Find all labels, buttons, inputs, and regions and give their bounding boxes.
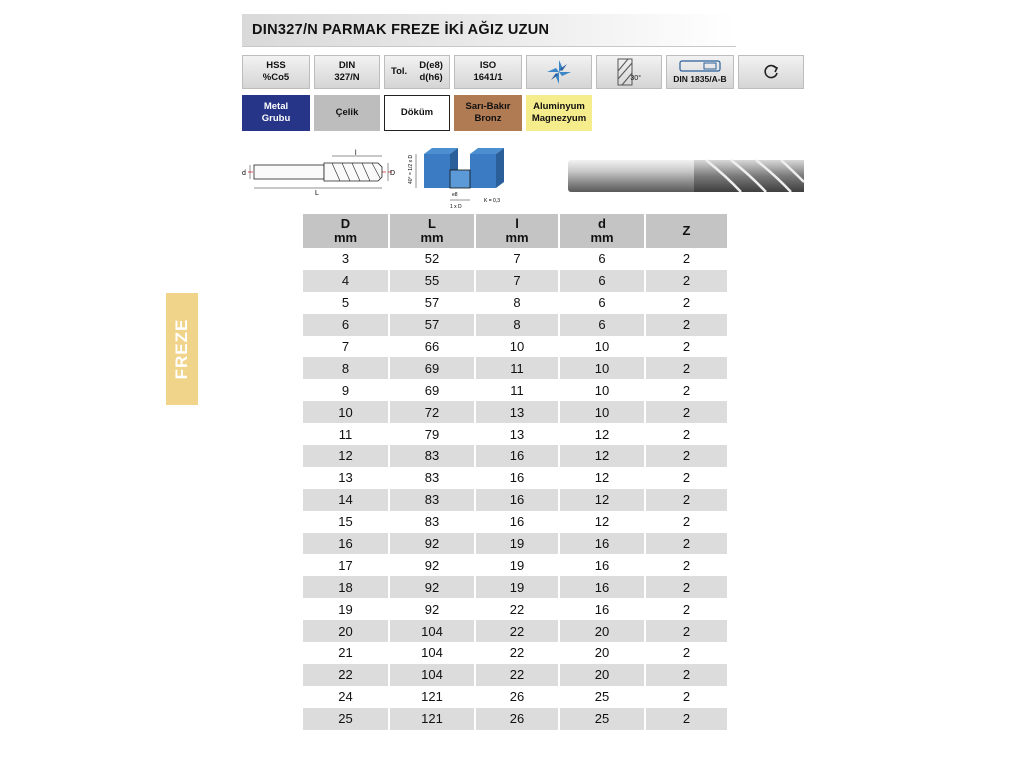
column-header-symbol: l [515, 216, 519, 231]
table-cell: 83 [389, 467, 475, 489]
table-cell: 22 [303, 664, 389, 686]
table-cell: 10 [559, 357, 645, 379]
table-cell: 83 [389, 445, 475, 467]
table-row [303, 401, 727, 423]
table-cell: 2 [645, 248, 727, 270]
table-cell: 13 [475, 423, 559, 445]
table-cell: 6 [559, 270, 645, 292]
table-cell: 16 [475, 467, 559, 489]
column-header [475, 214, 559, 248]
table-cell: 2 [645, 533, 727, 555]
table-cell: 92 [389, 533, 475, 555]
material-metal-group [242, 95, 310, 131]
spec-iso-line1: ISO [479, 60, 497, 71]
shank-icon [678, 59, 722, 73]
spec-material [242, 55, 310, 89]
table-cell: 2 [645, 598, 727, 620]
table-cell: 12 [559, 445, 645, 467]
spec-material-line2: %Co5 [262, 72, 290, 83]
column-header-symbol: D [340, 216, 351, 231]
table-cell: 16 [559, 598, 645, 620]
spec-standard-line1: DIN [338, 60, 356, 71]
table-cell: 16 [475, 489, 559, 511]
table-cell: 12 [559, 511, 645, 533]
table-cell: 2 [645, 379, 727, 401]
table-cell: 10 [559, 401, 645, 423]
material-label: Aluminyum [533, 101, 585, 112]
slot-label-e8: e8 [452, 192, 458, 198]
table-cell: 57 [389, 292, 475, 314]
spec-standard [314, 55, 380, 89]
table-cell: 24 [303, 686, 389, 708]
material-label: Grubu [261, 113, 291, 124]
table-row [303, 270, 727, 292]
table-cell: 10 [559, 336, 645, 358]
table-cell: 14 [303, 489, 389, 511]
table-cell: 4 [303, 270, 389, 292]
table-cell: 20 [559, 642, 645, 664]
table-row [303, 664, 727, 686]
table-cell: 104 [389, 642, 475, 664]
table-row [303, 511, 727, 533]
table-cell: 52 [389, 248, 475, 270]
table-row [303, 620, 727, 642]
table-cell: 12 [559, 489, 645, 511]
table-cell: 11 [303, 423, 389, 445]
table-cell: 10 [559, 379, 645, 401]
helix-angle-icon [596, 55, 662, 89]
table-row [303, 554, 727, 576]
table-row [303, 576, 727, 598]
table-row [303, 708, 727, 730]
table-cell: 22 [475, 598, 559, 620]
table-cell: 11 [475, 357, 559, 379]
table-cell: 16 [475, 511, 559, 533]
table-cell: 83 [389, 511, 475, 533]
column-header [389, 214, 475, 248]
table-row [303, 598, 727, 620]
table-row [303, 642, 727, 664]
table-row [303, 379, 727, 401]
dim-label-D: D [390, 170, 396, 177]
column-header [559, 214, 645, 248]
table-row [303, 336, 727, 358]
table-cell: 2 [645, 467, 727, 489]
table-cell: 5 [303, 292, 389, 314]
table-cell: 2 [645, 270, 727, 292]
table-cell: 13 [303, 467, 389, 489]
column-header-symbol: Z [682, 223, 691, 238]
table-cell: 79 [389, 423, 475, 445]
table-cell: 10 [475, 336, 559, 358]
table-cell: 69 [389, 357, 475, 379]
dim-label-d: d [242, 170, 246, 177]
table-cell: 20 [303, 620, 389, 642]
spec-tolerance-line2: d(h6) [419, 72, 443, 83]
table-cell: 57 [389, 314, 475, 336]
table-cell: 6 [559, 248, 645, 270]
table-cell: 19 [475, 533, 559, 555]
table-cell: 72 [389, 401, 475, 423]
spec-tolerance [384, 55, 450, 89]
table-cell: 16 [559, 533, 645, 555]
material-label: Çelik [335, 107, 359, 118]
material-label: Metal [263, 101, 289, 112]
table-cell: 8 [475, 314, 559, 336]
column-header-symbol: d [598, 216, 606, 231]
spec-tolerance-label: Tol. [391, 66, 408, 77]
table-cell: 121 [389, 708, 475, 730]
table-cell: 7 [475, 248, 559, 270]
table-cell: 92 [389, 554, 475, 576]
column-header-unit: mm [333, 230, 358, 245]
table-cell: 2 [645, 576, 727, 598]
table-cell: 16 [475, 445, 559, 467]
table-cell: 13 [475, 401, 559, 423]
table-cell: 92 [389, 576, 475, 598]
table-cell: 2 [645, 554, 727, 576]
material-label: Bronz [474, 113, 502, 124]
table-body [303, 248, 727, 730]
material-label: Döküm [400, 107, 434, 118]
table-cell: 8 [475, 292, 559, 314]
table-cell: 6 [559, 292, 645, 314]
table-cell: 19 [475, 554, 559, 576]
title-bar [242, 14, 736, 47]
table-cell: 92 [389, 598, 475, 620]
table-cell: 20 [559, 664, 645, 686]
table-row [303, 423, 727, 445]
table-cell: 9 [303, 379, 389, 401]
table-cell: 55 [389, 270, 475, 292]
table-cell: 12 [559, 423, 645, 445]
table-cell: 2 [645, 401, 727, 423]
material-brass-bronze [454, 95, 522, 131]
table-cell: 12 [303, 445, 389, 467]
table-row [303, 686, 727, 708]
column-header [303, 214, 389, 248]
table-cell: 25 [303, 708, 389, 730]
table-cell: 20 [559, 620, 645, 642]
table-cell: 83 [389, 489, 475, 511]
table-header-row [303, 214, 727, 248]
table-cell: 12 [559, 467, 645, 489]
table-row [303, 314, 727, 336]
table-cell: 3 [303, 248, 389, 270]
rotation-icon [738, 55, 804, 89]
table-cell: 7 [303, 336, 389, 358]
table-cell: 2 [645, 620, 727, 642]
table-cell: 2 [645, 511, 727, 533]
table-cell: 11 [475, 379, 559, 401]
table-cell: 26 [475, 686, 559, 708]
table-cell: 2 [645, 314, 727, 336]
table-cell: 8 [303, 357, 389, 379]
table-cell: 16 [303, 533, 389, 555]
table-cell: 22 [475, 642, 559, 664]
column-header-unit: mm [420, 230, 444, 245]
table-cell: 25 [559, 708, 645, 730]
spec-tolerance-line1: D(e8) [419, 60, 443, 71]
spec-iso [454, 55, 522, 89]
table-cell: 2 [645, 489, 727, 511]
table-row [303, 533, 727, 555]
shank-standard: DIN 1835/A-B [673, 74, 727, 84]
table-cell: 66 [389, 336, 475, 358]
tool-dimension-diagram [240, 148, 400, 196]
table-row [303, 467, 727, 489]
table-cell: 18 [303, 576, 389, 598]
column-header-unit: mm [590, 230, 614, 245]
column-header-symbol: L [428, 216, 436, 231]
table-row [303, 248, 727, 270]
table-cell: 2 [645, 642, 727, 664]
material-label: Sarı-Bakır [465, 101, 511, 112]
slot-label-width: 1 x D [450, 204, 462, 210]
table-row [303, 489, 727, 511]
side-tab-label: FREZE [172, 318, 191, 380]
table-cell: 2 [645, 336, 727, 358]
table-cell: 19 [303, 598, 389, 620]
spec-iso-line2: 1641/1 [473, 72, 503, 83]
table-cell: 104 [389, 620, 475, 642]
table-cell: 16 [559, 554, 645, 576]
table-row [303, 445, 727, 467]
table-cell: 2 [645, 423, 727, 445]
table-row [303, 357, 727, 379]
table-cell: 17 [303, 554, 389, 576]
material-label: Magnezyum [531, 113, 587, 124]
material-cast-iron [384, 95, 450, 131]
table-cell: 69 [389, 379, 475, 401]
material-steel [314, 95, 380, 131]
slot-label-k: K = 0,3 [484, 198, 500, 204]
table-cell: 7 [475, 270, 559, 292]
table-cell: 6 [559, 314, 645, 336]
dim-label-L: L [315, 190, 319, 196]
table-cell: 2 [645, 686, 727, 708]
dimension-table [303, 214, 727, 730]
table-cell: 19 [475, 576, 559, 598]
material-aluminium-magnesium [526, 95, 592, 131]
table-cell: 2 [645, 292, 727, 314]
table-cell: 16 [559, 576, 645, 598]
table-cell: 2 [645, 708, 727, 730]
dim-label-l: l [355, 150, 357, 157]
table-cell: 22 [475, 620, 559, 642]
table-row [303, 292, 727, 314]
shank-icon-box [666, 55, 734, 89]
table-cell: 104 [389, 664, 475, 686]
slot-diagram [404, 144, 516, 214]
table-cell: 2 [645, 664, 727, 686]
slot-label-depth: 40° = 1/2 x D [408, 154, 414, 184]
column-header-unit: mm [505, 230, 529, 245]
end-mill-cross-section-icon [526, 55, 592, 89]
table-cell: 2 [645, 445, 727, 467]
table-cell: 2 [645, 357, 727, 379]
table-cell: 26 [475, 708, 559, 730]
table-cell: 10 [303, 401, 389, 423]
side-category-tab [166, 293, 198, 405]
table-cell: 21 [303, 642, 389, 664]
table-cell: 25 [559, 686, 645, 708]
helix-angle-label: 30° [630, 75, 641, 82]
page-title: DIN327/N PARMAK FREZE İKİ AĞIZ UZUN [252, 22, 550, 38]
table-cell: 22 [475, 664, 559, 686]
end-mill-photo [566, 156, 806, 196]
spec-standard-line2: 327/N [334, 72, 360, 83]
column-header [645, 214, 727, 248]
table-cell: 121 [389, 686, 475, 708]
spec-material-line1: HSS [266, 60, 286, 71]
table-cell: 6 [303, 314, 389, 336]
table-cell: 15 [303, 511, 389, 533]
